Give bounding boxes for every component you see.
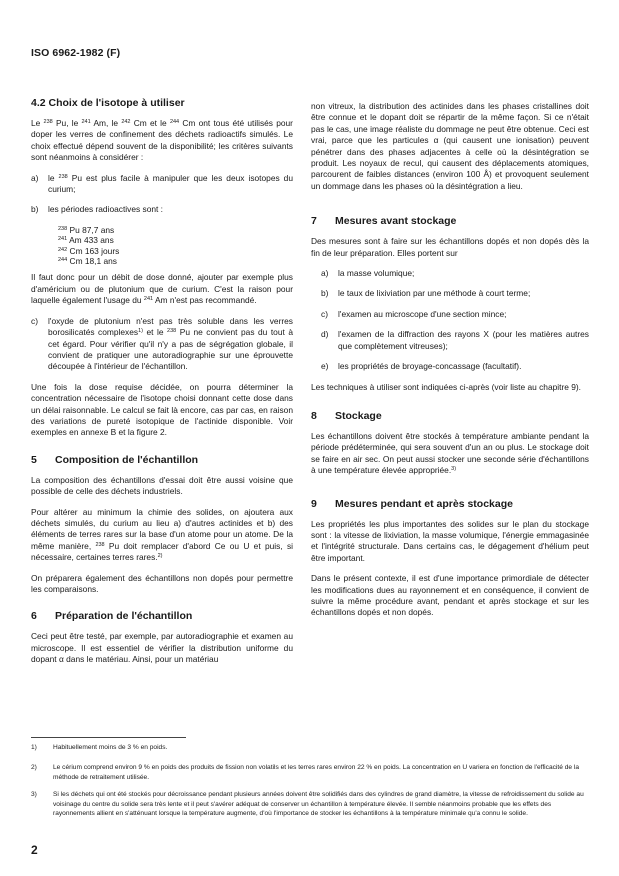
section-5-paragraph-2: Pour altérer au minimum la chimie des solides, on ajoutera aux déchets simulés, du curium au lieu a) d'autres actinides et b) des éléments de terres rares sur la base d'un atome pour un atome. De la même manière, $^{238}$ Pu doit remplacer d'abord Ce ou U et puis, si nécessaire, certaines terres rares.$^{2)}$: [31, 506, 293, 563]
section-9-heading: 9 Mesures pendant et après stockage: [311, 497, 513, 510]
footnote-separator: [31, 737, 186, 738]
section-4-2-intro: Le $^{238}$ Pu, le $^{241}$ Am, le $^{242}$ Cm et le $^{244}$ Cm ont tous été utilisés pour doper les verres de confinement des déchets radioactifs simulés. Le choix effectué dépend souvent de la disponibilité; les critères suivants sont néanmoins à considérer :: [31, 118, 293, 163]
measure-d: d) l'examen de la diffraction des rayons X (pour les matières autres que complètement vitreuses);: [321, 329, 589, 351]
footnote-1: 1) Habituellement moins de 3 % en poids.: [31, 744, 168, 751]
section-6-heading: 6 Préparation de l'échantillon: [31, 610, 193, 623]
document-header: ISO 6962-1982 (F): [31, 47, 121, 59]
section-6-continuation: non vitreux, la distribution des actinides dans les phases cristallines doit être connue et le dopant doit se répartir de la même façon. Si ce n'était pas le cas, une image réaliste du dommage ne peut être obtenue. Ceci est vrai, parce que les particules α (qui causent une ionisation) peuvent pénétrer dans des phases adjacentes à celle où la désintégration se produit. Les noyaux de recul, qui causent des déplacements atomiques, parcourent de faibles distances (environ 100 Å) et provoquent seulement un dommage dans les phases où la désintégration a lieu.: [311, 101, 589, 191]
section-9-paragraph-2: Dans le présent contexte, il est d'une importance primordiale de détecter les modifications dues au rayonnement et en conséquence, il convient de suivre la même procédure avant, pendant et après stockage et sur les échantillons dopés et non dopés.: [311, 573, 589, 618]
half-life-cm244: $^{244}$ Cm 18,1 ans: [58, 256, 117, 267]
left-column: [31, 97, 293, 675]
section-7-paragraph-1: Des mesures sont à faire sur les échantillons dopés et non dopés dès la fin de leur préparation. Elles portent sur: [311, 236, 589, 258]
section-4-2-paragraph-2: Il faut donc pour un débit de dose donné, ajouter par exemple plus d'américium ou de plutonium que de curium. C'est la raison pour laquelle également l'usage du $^{241}$ Am n'est pas recommandé.: [31, 272, 293, 306]
section-9-paragraph-1: Les propriétés les plus importantes des solides sur le plan du stockage sont : la vitesse de lixiviation, la masse volumique, l'énergie emmagasinée et l'intégrité structurale. Dans certains cas, le dégagement d'hélium peut être important.: [311, 518, 589, 563]
page-number: 2: [31, 843, 38, 857]
measure-a: a) la masse volumique;: [321, 268, 415, 279]
criterion-c: c) l'oxyde de plutonium n'est pas très soluble dans les verres borosilicatés complexes$^{1)}$ et le $^{238}$ Pu ne convient pas du tout à cet égard. Pour vérifier qu'il n'y a pas de ségrégation globale, il convient de pratiquer une autoradiographie sur une éprouvette découpée à l'intérieur de l'échantillon.: [31, 315, 293, 372]
right-column: [311, 101, 589, 628]
section-7-heading: 7 Mesures avant stockage: [311, 215, 457, 228]
half-life-pu238: $^{238}$ Pu 87,7 ans: [58, 224, 115, 235]
section-4-2-heading: 4.2 Choix de l'isotope à utiliser: [31, 97, 185, 109]
section-5-heading: 5 Composition de l'échantillon: [31, 453, 199, 466]
measure-c: c) l'examen au microscope d'une section mince;: [321, 308, 507, 319]
half-life-cm242: $^{242}$ Cm 163 jours: [58, 245, 120, 256]
section-5-paragraph-3: On préparera également des échantillons non dopés pour permettre les comparaisons.: [31, 572, 293, 594]
section-6-paragraph-1: Ceci peut être testé, par exemple, par autoradiographie et examen au microscope. Il est essentiel de vérifier la distribution uniforme du dopant α dans le matériau. Ainsi, pour un matériau: [31, 631, 293, 665]
half-life-list: [58, 225, 293, 267]
measure-e: e) les propriétés de broyage-concassage (facultatif).: [321, 361, 522, 372]
section-7-paragraph-2: Les techniques à utiliser sont indiquées ci-après (voir liste au chapitre 9).: [311, 381, 581, 392]
section-8-paragraph-1: Les échantillons doivent être stockés à température ambiante pendant la période prédéterminée, qui sera souvent d'un an ou plus. Le stockage doit se faire en air sec. On peut aussi stocker une seconde série d'échantillons à une température élevée appropriée.$^{3)}$: [311, 430, 589, 476]
section-4-2-paragraph-3: Une fois la dose requise décidée, on pourra déterminer la concentration nécessaire de l'isotope choisi donnant cette dose dans un délai raisonnable. Le calcul se fait là encore, cas par cas, en raison des variations de pureté isotopique de l'actinide disponible. Voir exemples en annexe B et la figure 2.: [31, 381, 293, 438]
criterion-a: a) le $^{238}$ Pu est plus facile à manipuler que les deux isotopes du curium;: [31, 172, 293, 195]
criterion-b: b) les périodes radioactives sont :: [31, 204, 163, 215]
footnote-2: 2) Le cérium comprend environ 9 % en poids des produits de fission non volatils et les terres rares environ 22 % en poids. La concentration en U variera en fonction de l'efficacité de la méthode de retraitement utilisée.: [31, 764, 580, 781]
section-8-heading: 8 Stockage: [311, 409, 382, 422]
section-5-paragraph-1: La composition des échantillons d'essai doit être aussi voisine que possible de celle des déchets industriels.: [31, 474, 293, 497]
half-life-am241: $^{241}$ Am 433 ans: [58, 235, 114, 246]
measure-b: b) le taux de lixiviation par une méthode à court terme;: [321, 288, 531, 299]
footnote-3: 3) Si les déchets qui ont été stockés pour décroissance pendant plusieurs années doivent être solidifiés dans des cylindres de grand diamètre, la vitesse de refroidissement du solide au voisinage du centre du solide sera très lente et il peut s'avérer adéquat de conserver un échantillon à température élevée. Il semble néanmoins probable que les effets des rayonnements allient en s'atténuant lorsque la température augmente, d'où l'importance de stocker les échantillons à la température minimale qu'a connu le solide.: [31, 791, 584, 818]
